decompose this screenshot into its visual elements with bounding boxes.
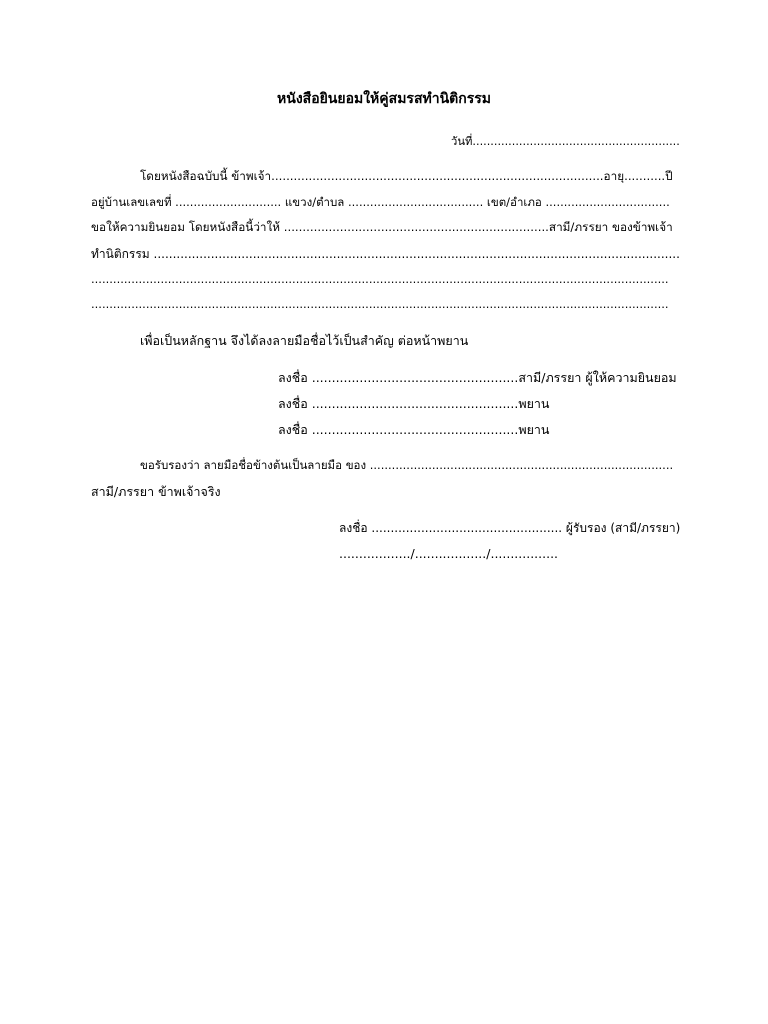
document-title: หนังสือยินยอมให้คู่สมรสทำนิติกรรม bbox=[277, 91, 491, 107]
signature-witness-2: ลงชื่อ ....................................................พยาน bbox=[278, 422, 550, 437]
certify-line-2: สามี/ภรรยา ข้าพเจ้าจริง bbox=[91, 484, 221, 499]
signature-witness-1: ลงชื่อ ....................................................พยาน bbox=[278, 396, 550, 411]
body-line-2: อยู่บ้านเลขเลขที่ ............................. แขวง/ตำบล ..................................... เขต/อำเภอ .................................. bbox=[91, 195, 670, 209]
certifier-date: ................../................../................. bbox=[339, 546, 559, 561]
signature-consenter: ลงชื่อ ....................................................สามี/ภรรยา ผู้ให้ความยินยอม bbox=[278, 370, 677, 385]
date-line: วันที่.......................................................... bbox=[451, 135, 680, 148]
body-line-3: ขอให้ความยินยอม โดยหนังสือนี้ว่าให้ .......................................................................สามี/ภรรยา ของข้าพเจ้า bbox=[91, 220, 673, 234]
certify-line-1: ขอรับรองว่า ลายมือชื่อข้างต้นเป็นลายมือ ของ ................................................................................... bbox=[140, 458, 674, 472]
body-line-4: ทำนิติกรรม .......................................................................................................................................... bbox=[91, 247, 680, 261]
evidence-statement: เพื่อเป็นหลักฐาน จึงได้ลงลายมือชื่อไว้เป็นสำคัญ ต่อหน้าพยาน bbox=[140, 333, 469, 348]
body-line-6: .............................................................................................................................................................. bbox=[91, 297, 669, 311]
body-line-1: โดยหนังสือฉบับนี้ ข้าพเจ้า.........................................................................................อายุ...........ปี bbox=[140, 169, 673, 183]
certifier-signature: ลงชื่อ .................................................. ผู้รับรอง (สามี/ภรรยา) bbox=[339, 521, 681, 535]
body-line-5: .............................................................................................................................................................. bbox=[91, 272, 669, 286]
